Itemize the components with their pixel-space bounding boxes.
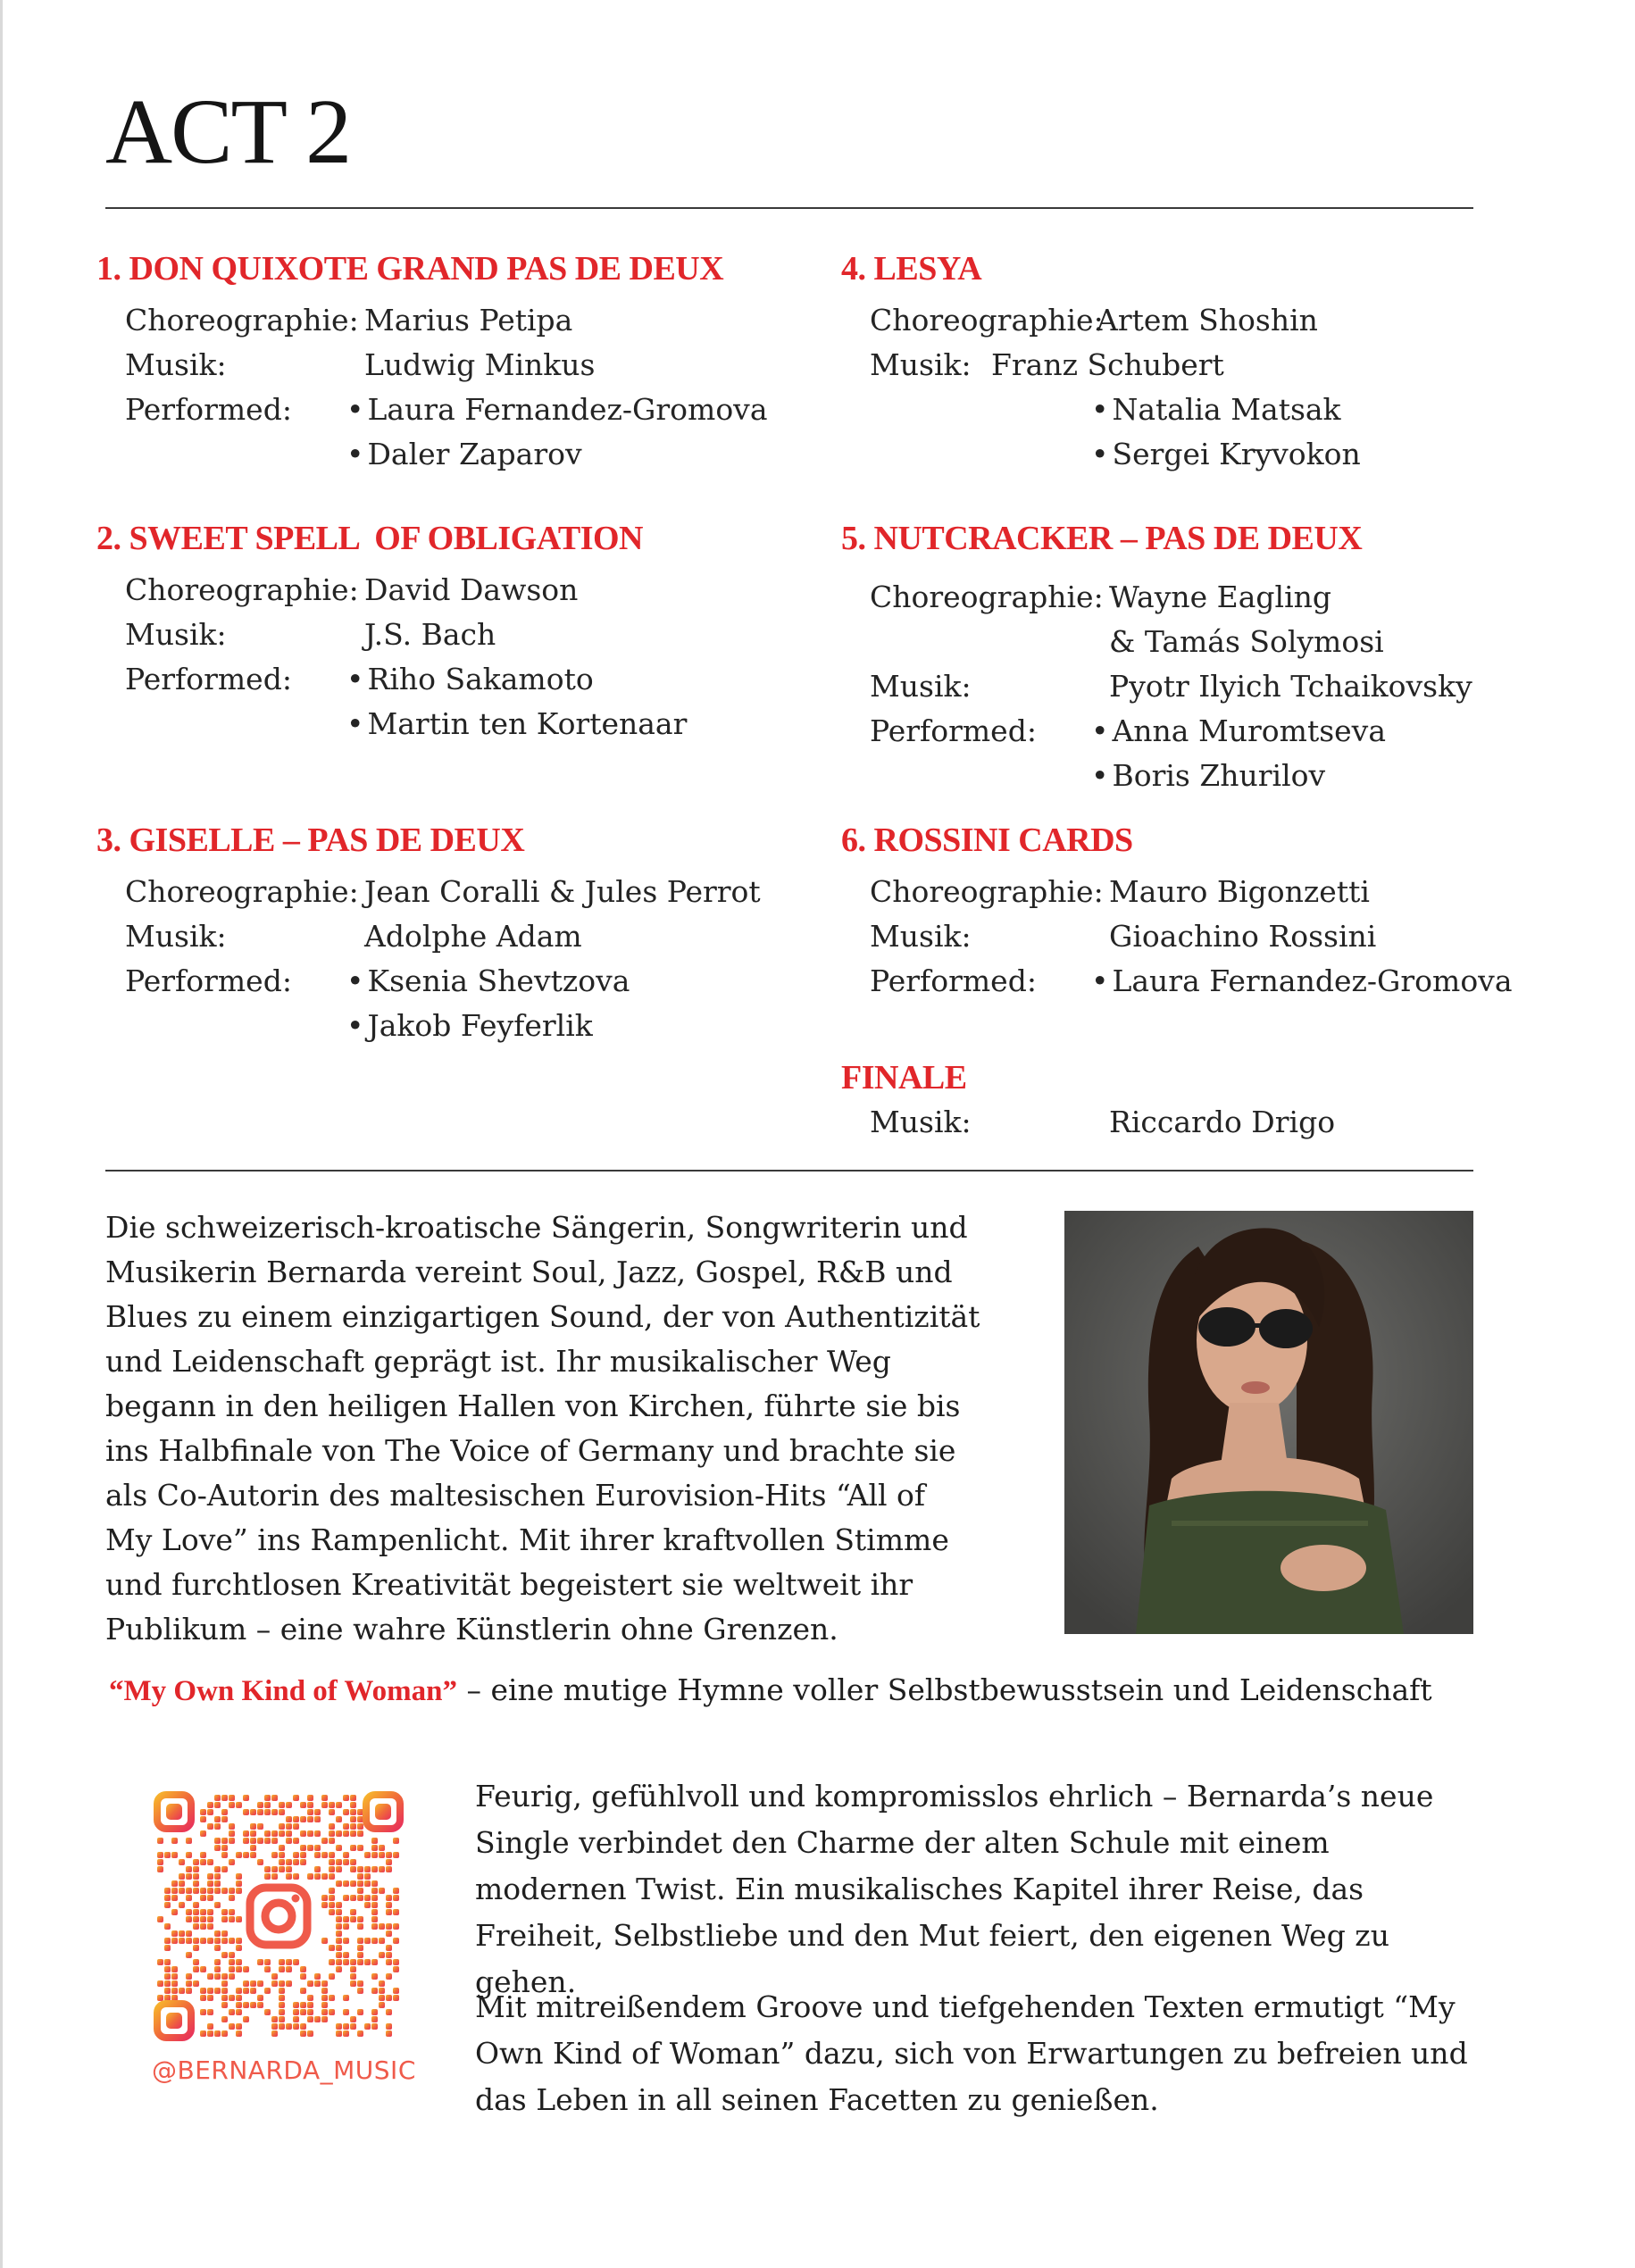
- music-label: Musik:: [125, 617, 227, 652]
- choreographer: & Tamás Solymosi: [1109, 624, 1384, 659]
- composer: J.S. Bach: [364, 617, 496, 652]
- performer: • Boris Zhurilov: [1091, 758, 1326, 793]
- page-title: ACT 2: [105, 80, 351, 183]
- performer: • Natalia Matsak: [1091, 392, 1341, 427]
- performer: • Sergei Kryvokon: [1091, 437, 1361, 471]
- performer: • Ksenia Shevtzova: [346, 963, 630, 998]
- middle-divider: [105, 1170, 1473, 1172]
- composer: Pyotr Ilyich Tchaikovsky: [1109, 669, 1472, 704]
- program-item-don-quixote: [96, 246, 768, 477]
- performer: • Laura Fernandez-Gromova: [346, 392, 768, 427]
- single-description-paragraph-1: Feurig, gefühlvoll und kompromisslos ehrlich – Bernarda’s neue Single verbindet den Charme der alten Schule mit einem modernen Twist. Ein musikalisches Kapitel ihrer Reise, das Freiheit, Selbstliebe und den Mut feiert, den eigenen Weg zu gehen.: [475, 1779, 1434, 1999]
- program-item-title: 2. SWEET SPELL OF OBLIGATION: [96, 520, 643, 557]
- top-divider: [105, 207, 1473, 209]
- performer: • Jakob Feyferlik: [346, 1008, 593, 1043]
- choreography-label: Choreographie:: [870, 580, 1104, 614]
- choreographer: Mauro Bigonzetti: [1109, 874, 1370, 909]
- performer: • Martin ten Kortenaar: [346, 706, 688, 741]
- single-description-paragraph-2: Mit mitreißendem Groove und tiefgehenden Texten ermutigt “My Own Kind of Woman” dazu, sich von Erwartungen zu befreien und das Leben in all seinen Facetten zu genießen.: [475, 1989, 1468, 2117]
- composer: Ludwig Minkus: [364, 347, 596, 382]
- program-item-finale: [841, 1055, 1335, 1145]
- performer: • Anna Muromtseva: [1091, 713, 1386, 748]
- choreographer: David Dawson: [364, 572, 579, 607]
- choreography-label: Choreographie:: [870, 303, 1104, 338]
- composer: Gioachino Rossini: [1109, 919, 1377, 954]
- choreographer: Marius Petipa: [364, 303, 573, 338]
- choreography-label: Choreographie:: [870, 874, 1104, 909]
- performed-label: Performed:: [125, 963, 292, 998]
- program-item-title: 1. DON QUIXOTE GRAND PAS DE DEUX: [96, 250, 724, 288]
- performer: • Daler Zaparov: [346, 437, 582, 471]
- program-item-lesya: [841, 246, 1361, 477]
- performer: • Laura Fernandez-Gromova: [1091, 963, 1513, 998]
- artist-biography: Die schweizerisch-kroatische Sängerin, Songwriterin und Musikerin Bernarda vereint Soul, Jazz, Gospel, R&B und Blues zu einem einzigartigen Sound, der von Authentizität und Leidenschaft geprägt ist. Ihr musikalischer Weg begann in den heiligen Hallen von Kirchen, führte sie bis ins Halbfinale von The Voice of Germany und brachte sie als Co-Autorin des maltesischen Eurovision-Hits “All of My Love” ins Rampenlicht. Mit ihrer kraftvollen Stimme und furchtlosen Kreativität begeistert sie weltweit ihr Publikum – eine wahre Künstlerin ohne Grenzen.: [105, 1210, 980, 1647]
- performer: • Riho Sakamoto: [346, 662, 594, 696]
- choreography-label: Choreographie:: [125, 874, 359, 909]
- choreographer: Jean Coralli & Jules Perrot: [364, 874, 761, 909]
- choreographer: Artem Shoshin: [1097, 303, 1318, 338]
- choreography-label: Choreographie:: [125, 572, 359, 607]
- music-label: Musik:: [870, 919, 972, 954]
- music-label: Musik:: [870, 1105, 972, 1139]
- single-tagline: [109, 1668, 1432, 1714]
- single-tagline-text: – eine mutige Hymne voller Selbstbewusstsein und Leidenschaft: [456, 1672, 1432, 1707]
- performed-label: Performed:: [125, 392, 292, 427]
- performed-label: Performed:: [870, 713, 1037, 748]
- program-item-title: 6. ROSSINI CARDS: [841, 821, 1133, 859]
- page-edge: [0, 0, 3, 2268]
- music-label: Musik:: [125, 919, 227, 954]
- music-label: Musik:: [870, 669, 972, 704]
- composer: Riccardo Drigo: [1109, 1105, 1336, 1139]
- performed-label: Performed:: [125, 662, 292, 696]
- music-label: Musik:: [870, 347, 972, 382]
- choreographer: Wayne Eagling: [1109, 580, 1332, 614]
- composer: Franz Schubert: [991, 347, 1224, 382]
- program-item-sweet-spell: [96, 516, 687, 746]
- instagram-qr-code-icon[interactable]: [152, 1789, 405, 2043]
- program-item-title: 4. LESYA: [841, 250, 982, 288]
- program-item-title: FINALE: [841, 1059, 967, 1096]
- performed-label: Performed:: [870, 963, 1037, 998]
- program-item-nutcracker: [841, 516, 1472, 798]
- program-item-title: 3. GISELLE – PAS DE DEUX: [96, 821, 525, 859]
- choreography-label: Choreographie:: [125, 303, 359, 338]
- instagram-handle: @BERNARDA_MUSIC: [152, 2055, 416, 2085]
- single-title: “My Own Kind of Woman”: [109, 1675, 457, 1707]
- program-item-title: 5. NUTCRACKER – PAS DE DEUX: [841, 520, 1363, 557]
- composer: Adolphe Adam: [364, 919, 582, 954]
- program-item-giselle: [96, 818, 761, 1048]
- program-item-rossini-cards: [841, 818, 1513, 1004]
- portrait-photo: [1064, 1211, 1473, 1634]
- music-label: Musik:: [125, 347, 227, 382]
